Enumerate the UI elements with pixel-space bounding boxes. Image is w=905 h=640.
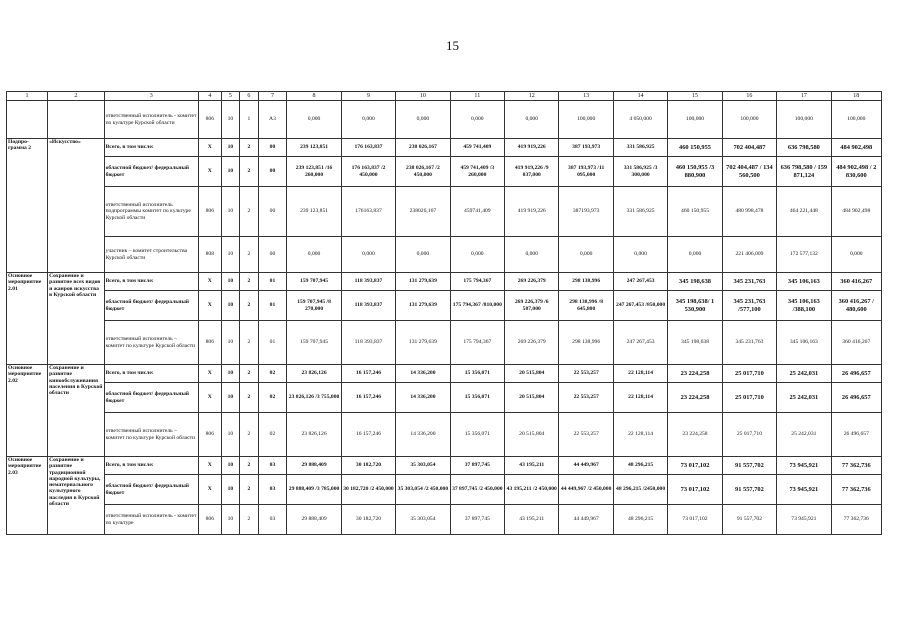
value-cell: 10: [221, 505, 239, 535]
value-cell: 25 242,031: [777, 413, 831, 457]
value-cell: 269 226,379: [505, 273, 559, 291]
value-cell: 73 017,102: [668, 505, 722, 535]
value-cell: 2: [240, 365, 258, 383]
value-cell: 298 138,996 /8 645,800: [559, 291, 613, 321]
value-cell: 480 998,478: [722, 187, 776, 237]
value-cell: 00: [258, 157, 287, 187]
value-cell: 172 577,132: [777, 237, 831, 273]
value-cell: 2: [240, 157, 258, 187]
value-cell: 73 945,921: [777, 505, 831, 535]
value-cell: 10: [221, 457, 239, 475]
column-header: 4: [199, 92, 222, 101]
value-cell: 118 393,837: [341, 321, 395, 365]
value-cell: 15 356,071: [450, 413, 504, 457]
value-cell: 15 356,071: [450, 365, 504, 383]
column-header: 12: [505, 92, 559, 101]
value-cell: 2: [240, 475, 258, 505]
value-cell: 91 557,702: [722, 475, 776, 505]
value-cell: 269 226,379: [505, 321, 559, 365]
row-label-cell: [7, 101, 48, 139]
value-cell: 459741,409: [450, 187, 504, 237]
column-header: 16: [722, 92, 776, 101]
value-cell: 636 798,580: [777, 139, 831, 157]
value-cell: 20 515,804: [505, 365, 559, 383]
column-header: 14: [613, 92, 667, 101]
value-cell: 0,000: [559, 237, 613, 273]
value-cell: 360 416,267: [831, 273, 881, 291]
header-row: [7, 92, 882, 101]
value-cell: 100,000: [559, 101, 613, 139]
row-title-cell: Сохранение и развитие кинообслуживания населения в Курской области: [48, 365, 104, 457]
column-header: 8: [287, 92, 341, 101]
value-cell: 118 393,837: [341, 273, 395, 291]
value-cell: 175 794,367: [450, 273, 504, 291]
row-source-cell: областной бюджет/ федеральный бюджет: [104, 383, 198, 413]
table-row: [7, 237, 882, 273]
table-row: [7, 505, 882, 535]
value-cell: 77 362,736: [831, 505, 881, 535]
value-cell: 460 150,955: [668, 139, 722, 157]
value-cell: 239 123,851: [287, 139, 341, 157]
table-row: [7, 365, 882, 383]
value-cell: 459 741,409: [450, 139, 504, 157]
value-cell: 37 897,745: [450, 505, 504, 535]
value-cell: 29 888,409: [287, 457, 341, 475]
value-cell: 806: [199, 413, 222, 457]
value-cell: 331 586,925 /3 300,000: [613, 157, 667, 187]
value-cell: 387 193,973 /11 095,000: [559, 157, 613, 187]
value-cell: Х: [199, 273, 222, 291]
value-cell: 03: [258, 475, 287, 505]
value-cell: 30 182,720 /2 450,000: [341, 475, 395, 505]
value-cell: 16 157,246: [341, 413, 395, 457]
column-header: 1: [7, 92, 48, 101]
value-cell: 0,000: [396, 237, 450, 273]
value-cell: 345 231,763: [722, 273, 776, 291]
value-cell: 239 123,851: [287, 187, 341, 237]
value-cell: 02: [258, 413, 287, 457]
value-cell: 2: [240, 237, 258, 273]
value-cell: 269 226,379 /6 587,000: [505, 291, 559, 321]
value-cell: 44 449,967: [559, 505, 613, 535]
value-cell: 16 157,246: [341, 365, 395, 383]
value-cell: 48 296,215: [613, 457, 667, 475]
table-row: [7, 321, 882, 365]
table-row: [7, 457, 882, 475]
value-cell: 100,000: [831, 101, 881, 139]
value-cell: 91 557,702: [722, 505, 776, 535]
value-cell: 806: [199, 101, 222, 139]
value-cell: 26 496,657: [831, 365, 881, 383]
value-cell: 23 224,258: [668, 365, 722, 383]
value-cell: 238 026,167 /2 450,000: [396, 157, 450, 187]
value-cell: 360 416,267 / 480,600: [831, 291, 881, 321]
value-cell: 29 888,409 /3 785,000: [287, 475, 341, 505]
row-source-cell: областной бюджет/ федеральный бюджет: [104, 157, 198, 187]
value-cell: 0,000: [613, 237, 667, 273]
row-title-cell: Сохранение и развитие традиционной народной культуры, нематериального культурного наследия в Курской области: [48, 457, 104, 535]
value-cell: 2: [240, 505, 258, 535]
value-cell: 14 336,200: [396, 365, 450, 383]
value-cell: 29 888,409: [287, 505, 341, 535]
value-cell: 345 231,763: [722, 321, 776, 365]
value-cell: 35 303,054: [396, 505, 450, 535]
value-cell: 0,000: [505, 237, 559, 273]
value-cell: 0,000: [396, 101, 450, 139]
value-cell: Х: [199, 157, 222, 187]
value-cell: 460 150,955 /3 880,900: [668, 157, 722, 187]
value-cell: 345 106,163: [777, 273, 831, 291]
value-cell: 0,000: [287, 237, 341, 273]
value-cell: Х: [199, 365, 222, 383]
value-cell: Х: [199, 457, 222, 475]
column-header: 18: [831, 92, 881, 101]
value-cell: 01: [258, 321, 287, 365]
column-header: 11: [450, 92, 504, 101]
column-header: 7: [258, 92, 287, 101]
value-cell: 345 106,163: [777, 321, 831, 365]
value-cell: 806: [199, 321, 222, 365]
table-row: [7, 139, 882, 157]
value-cell: 159 707,945 /8 270,000: [287, 291, 341, 321]
value-cell: 37 897,745: [450, 457, 504, 475]
row-title-cell: Сохранение и развитие всех видов и жанров искусства в Курской области: [48, 273, 104, 365]
value-cell: 1: [240, 101, 258, 139]
budget-table: [6, 91, 882, 535]
value-cell: 03: [258, 505, 287, 535]
row-source-cell: ответственный исполнитель - комитет по культуре Курской области: [104, 101, 198, 139]
value-cell: 331 586,925: [613, 139, 667, 157]
value-cell: 0,000: [341, 101, 395, 139]
value-cell: 238 026,167: [396, 139, 450, 157]
value-cell: 387 193,973: [559, 139, 613, 157]
row-source-cell: Всего, в том числе:: [104, 273, 198, 291]
value-cell: 176 163,837 /2 450,000: [341, 157, 395, 187]
value-cell: 02: [258, 365, 287, 383]
row-label-cell: Основное мероприятие 2.01: [7, 273, 48, 365]
value-cell: 175 794,367: [450, 321, 504, 365]
value-cell: 345 198,638/ 1 530,900: [668, 291, 722, 321]
value-cell: 176 163,837: [341, 139, 395, 157]
row-source-cell: участник – комитет строительства Курской области: [104, 237, 198, 273]
value-cell: 73 017,102: [668, 457, 722, 475]
value-cell: 23 224,258: [668, 383, 722, 413]
value-cell: 808: [199, 237, 222, 273]
page-number: 15: [446, 38, 459, 53]
row-source-cell: Всего, в том числе:: [104, 365, 198, 383]
row-title-cell: [48, 101, 104, 139]
row-source-cell: областной бюджет/ федеральный бюджет: [104, 291, 198, 321]
value-cell: 419 919,226 /9 037,000: [505, 157, 559, 187]
value-cell: 100,000: [777, 101, 831, 139]
value-cell: 25 017,710: [722, 365, 776, 383]
row-label-cell: Подпро-грамма 2: [7, 139, 48, 273]
table-row: [7, 475, 882, 505]
value-cell: 20 515,804: [505, 413, 559, 457]
value-cell: 2: [240, 291, 258, 321]
column-header: 6: [240, 92, 258, 101]
value-cell: 2: [240, 383, 258, 413]
table-row: [7, 187, 882, 237]
value-cell: 48 296,215 /2450,000: [613, 475, 667, 505]
value-cell: А3: [258, 101, 287, 139]
value-cell: 159 707,945: [287, 321, 341, 365]
value-cell: 0,000: [450, 237, 504, 273]
value-cell: 73 017,102: [668, 475, 722, 505]
value-cell: 25 242,031: [777, 383, 831, 413]
column-header: 15: [668, 92, 722, 101]
value-cell: 22 553,257: [559, 413, 613, 457]
value-cell: 702 404,487: [722, 139, 776, 157]
value-cell: 48 296,215: [613, 505, 667, 535]
value-cell: 43 195,211: [505, 505, 559, 535]
value-cell: 77 362,736: [831, 457, 881, 475]
value-cell: 91 557,702: [722, 457, 776, 475]
value-cell: 37 897,745 /2 450,000: [450, 475, 504, 505]
column-header: 9: [341, 92, 395, 101]
value-cell: 23 826,126: [287, 413, 341, 457]
value-cell: 345 231,763 /577,100: [722, 291, 776, 321]
value-cell: 44 449,967: [559, 457, 613, 475]
value-cell: 419 919,226: [505, 187, 559, 237]
value-cell: 176163,837: [341, 187, 395, 237]
value-cell: 10: [221, 101, 239, 139]
row-source-cell: ответственный исполнитель – комитет по культуре Курской области: [104, 413, 198, 457]
value-cell: 2: [240, 413, 258, 457]
value-cell: 77 362,736: [831, 475, 881, 505]
value-cell: 0,000: [831, 237, 881, 273]
value-cell: 419 919,226: [505, 139, 559, 157]
value-cell: 345 198,638: [668, 273, 722, 291]
column-header: 3: [104, 92, 198, 101]
value-cell: 636 798,580 / 159 871,124: [777, 157, 831, 187]
value-cell: 239 123,851 /16 260,000: [287, 157, 341, 187]
value-cell: 0,000: [341, 237, 395, 273]
value-cell: 2: [240, 139, 258, 157]
value-cell: 0,000: [450, 101, 504, 139]
value-cell: 26 496,657: [831, 383, 881, 413]
column-header: 17: [777, 92, 831, 101]
row-label-cell: Основное мероприятие 2.02: [7, 365, 48, 457]
column-header: 13: [559, 92, 613, 101]
row-source-cell: областной бюджет/ федеральный бюджет: [104, 475, 198, 505]
row-source-cell: Всего, в том числе:: [104, 139, 198, 157]
column-header: 10: [396, 92, 450, 101]
value-cell: 2: [240, 187, 258, 237]
value-cell: 73 945,921: [777, 475, 831, 505]
value-cell: 459 741,409 /3 260,000: [450, 157, 504, 187]
value-cell: 100,000: [722, 101, 776, 139]
value-cell: 10: [221, 321, 239, 365]
value-cell: 01: [258, 273, 287, 291]
value-cell: 702 404,487 / 134 560,500: [722, 157, 776, 187]
table-row: [7, 273, 882, 291]
row-source-cell: ответственный исполнитель - комитет по культуре: [104, 505, 198, 535]
value-cell: 387193,973: [559, 187, 613, 237]
value-cell: 806: [199, 505, 222, 535]
value-cell: 26 496,657: [831, 413, 881, 457]
value-cell: 00: [258, 187, 287, 237]
value-cell: 10: [221, 187, 239, 237]
value-cell: 484 902,498 / 2 830,600: [831, 157, 881, 187]
value-cell: 02: [258, 383, 287, 413]
value-cell: 43 195,211: [505, 457, 559, 475]
value-cell: 10: [221, 237, 239, 273]
value-cell: 22 128,114: [613, 413, 667, 457]
value-cell: 35 303,054: [396, 457, 450, 475]
value-cell: 238026,167: [396, 187, 450, 237]
value-cell: 806: [199, 187, 222, 237]
row-label-cell: Основное мероприятие 2.03: [7, 457, 48, 535]
value-cell: 221 406,009: [722, 237, 776, 273]
value-cell: 10: [221, 291, 239, 321]
value-cell: 298 138,996: [559, 273, 613, 291]
value-cell: 10: [221, 475, 239, 505]
value-cell: 23 224,258: [668, 413, 722, 457]
value-cell: 247 267,453 /850,000: [613, 291, 667, 321]
value-cell: 247 267,453: [613, 321, 667, 365]
value-cell: 35 303,054 /2 450,000: [396, 475, 450, 505]
value-cell: 2: [240, 273, 258, 291]
value-cell: 16 157,246: [341, 383, 395, 413]
value-cell: 131 279,639: [396, 321, 450, 365]
value-cell: 14 336,200: [396, 383, 450, 413]
value-cell: 10: [221, 139, 239, 157]
value-cell: 484 902,498: [831, 187, 881, 237]
row-title-cell: «Искусство»: [48, 139, 104, 273]
value-cell: 10: [221, 383, 239, 413]
value-cell: 30 182,720: [341, 505, 395, 535]
value-cell: 10: [221, 273, 239, 291]
value-cell: 118 393,837: [341, 291, 395, 321]
value-cell: 15 356,071: [450, 383, 504, 413]
value-cell: 298 138,996: [559, 321, 613, 365]
value-cell: Х: [199, 291, 222, 321]
row-source-cell: Всего, в том числе:: [104, 457, 198, 475]
value-cell: 43 195,211 /2 450,000: [505, 475, 559, 505]
value-cell: 44 449,967 /2 450,000: [559, 475, 613, 505]
table-row: [7, 413, 882, 457]
value-cell: 484 902,498: [831, 139, 881, 157]
value-cell: 23 826,126 /3 755,000: [287, 383, 341, 413]
column-header: 5: [221, 92, 239, 101]
value-cell: 10: [221, 413, 239, 457]
value-cell: Х: [199, 139, 222, 157]
value-cell: 131 279,639: [396, 273, 450, 291]
value-cell: 00: [258, 237, 287, 273]
value-cell: 345 198,638: [668, 321, 722, 365]
value-cell: 20 515,804: [505, 383, 559, 413]
value-cell: 331 586,925: [613, 187, 667, 237]
value-cell: 10: [221, 365, 239, 383]
value-cell: 22 128,114: [613, 383, 667, 413]
column-header: 2: [48, 92, 104, 101]
value-cell: 100,000: [668, 101, 722, 139]
table-row: [7, 101, 882, 139]
value-cell: 2: [240, 321, 258, 365]
value-cell: 0,000: [505, 101, 559, 139]
row-source-cell: ответственный исполнитель подпрограммы комитет по культуре Курской области: [104, 187, 198, 237]
value-cell: 159 707,945: [287, 273, 341, 291]
row-source-cell: ответственный исполнитель – комитет по культуре Курской области: [104, 321, 198, 365]
value-cell: 464 221,448: [777, 187, 831, 237]
value-cell: 03: [258, 457, 287, 475]
value-cell: 22 128,114: [613, 365, 667, 383]
value-cell: 30 182,720: [341, 457, 395, 475]
value-cell: 14 336,200: [396, 413, 450, 457]
value-cell: 10: [221, 157, 239, 187]
value-cell: 345 106,163 /388,100: [777, 291, 831, 321]
table-row: [7, 383, 882, 413]
value-cell: Х: [199, 383, 222, 413]
value-cell: 4 050,000: [613, 101, 667, 139]
value-cell: 175 794,367 /810,000: [450, 291, 504, 321]
value-cell: 23 826,126: [287, 365, 341, 383]
value-cell: 460 150,955: [668, 187, 722, 237]
value-cell: 25 242,031: [777, 365, 831, 383]
value-cell: 00: [258, 139, 287, 157]
value-cell: 0,000: [287, 101, 341, 139]
value-cell: 247 267,453: [613, 273, 667, 291]
value-cell: 360 416,267: [831, 321, 881, 365]
value-cell: 25 017,710: [722, 383, 776, 413]
table-row: [7, 291, 882, 321]
table-row: [7, 157, 882, 187]
value-cell: 131 279,639: [396, 291, 450, 321]
value-cell: 25 017,710: [722, 413, 776, 457]
value-cell: 22 553,257: [559, 365, 613, 383]
value-cell: 73 945,921: [777, 457, 831, 475]
value-cell: 0,000: [668, 237, 722, 273]
value-cell: 01: [258, 291, 287, 321]
value-cell: 2: [240, 457, 258, 475]
value-cell: 22 553,257: [559, 383, 613, 413]
value-cell: Х: [199, 475, 222, 505]
